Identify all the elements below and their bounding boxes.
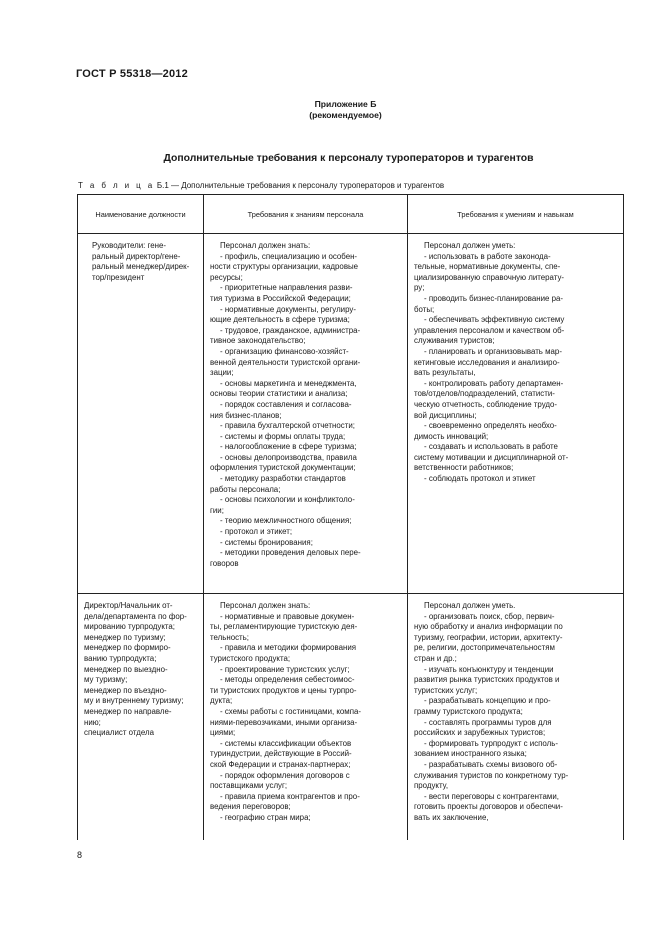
cell-line: - теорию межличностного общения; [220,516,352,526]
cell-line: менеджер по формиро- [84,643,171,653]
cell-line: - методики проведения деловых пере- [220,548,361,558]
table-caption-text: Б.1 — Дополнительные требования к персоналу туроператоров и турагентов [156,181,445,190]
cell-line: дукта; [210,696,233,706]
cell-line: - правила приема контрагентов и про- [220,791,360,801]
cell-line: зации; [210,368,234,378]
cell-line: ральный менеджер/дирек- [92,262,190,272]
cell-line: ре, религии, достопримечательностям [414,643,555,653]
cell-line: ющие деятельность в сфере туризма; [210,315,350,325]
position-cell [78,234,204,594]
cell-line: Персонал должен уметь. [424,601,516,610]
cell-line: - создавать и использовать в работе [424,442,558,452]
cell-line: стран и др.; [414,653,457,663]
cell-line: венной деятельности туристской органи- [210,357,361,367]
cell-line: оформления туристской документации; [210,463,356,473]
requirements-table [77,194,624,840]
page-number: 8 [77,850,83,860]
cell-line: ру; [414,283,425,293]
cell-line: - приоритетные направления разви- [220,283,353,293]
cell-line: ти туристских продуктов и цены турпро- [210,685,357,695]
cell-line: гии; [210,505,224,515]
cell-line: - нормативные и правовые докумен- [220,611,355,621]
cell-line: Персонал должен уметь: [424,241,516,250]
cell-line: циями; [210,728,236,738]
cell-line: зованием иностранного языка; [414,749,527,759]
cell-line: поставщиками услуг; [210,781,288,791]
main-title-text: Дополнительные требования к персоналу туроператоров и турагентов [163,153,534,164]
cell-line: циализированную справочную литерату- [414,272,565,282]
cell-line: туриндустрии, действующие в Россий- [210,749,352,759]
cell-line: служивания туристов по конкретному тур- [414,770,569,780]
cell-line: - изучать конъюнктуру и тенденции [424,664,554,674]
cell-line: Персонал должен знать: [220,241,311,250]
cell-line: менеджер по въездно- [84,685,167,695]
cell-line: туристского продукта; [210,653,291,663]
cell-line: развития рынка туристских продуктов и [414,675,560,685]
cell-line: - правила бухгалтерской отчетности; [220,421,355,431]
table-row [78,234,624,594]
cell-line: нию; [84,717,101,727]
cell-line: грамму туристского продукта; [414,706,523,716]
cell-line: му туризму; [84,675,128,685]
cell-line: тов/отделов/подразделений, статисти- [414,389,555,399]
cell-line: - организовать поиск, сбор, первич- [424,611,555,621]
cell-line: ниями-перевозчиками, иными организа- [210,717,358,727]
cell-line: туризму, географии, истории, архитекту- [414,632,563,642]
cell-line: - системы бронирования; [220,537,313,547]
knowledge-cell [204,234,408,594]
cell-line: - методы определения себестоимос- [220,675,355,685]
cell-line: мированию турпродукта; [84,622,175,632]
cell-line: - планировать и организовывать мар- [424,346,562,356]
cell-line: готовить проекты договоров и обеспечи- [414,802,563,812]
cell-line: - организацию финансово-хозяйст- [220,346,349,356]
cell-line: - контролировать работу департамен- [424,378,564,388]
cell-line: - своевременно определять необхо- [424,421,557,431]
cell-line: - методику разработки стандартов [220,474,346,484]
skills-cell [408,594,624,840]
cell-line: - порядок оформления договоров с [220,770,350,780]
cell-line: - правила и методики формирования [220,643,357,653]
position-cell [78,594,204,840]
cell-line: ресурсы; [210,272,243,282]
cell-line: основы теории статистики и анализа; [210,389,348,399]
cell-line: кетинговые исследования и анализиро- [414,357,560,367]
main-title [0,153,661,164]
cell-line: - формировать турпродукт с исполь- [424,738,558,748]
table-caption [78,181,444,190]
cell-line: Руководители: гене- [92,241,166,250]
cell-line: систему мотивации и дисциплинарной от- [414,452,569,462]
annex-title: Приложение Б [314,99,377,109]
cell-line: - вести переговоры с контрагентами, [424,791,559,801]
cell-line: димость инноваций; [414,431,489,441]
cell-line: продукту, [414,781,449,791]
cell-line: му и внутреннему туризму; [84,696,184,706]
cell-line: вать их заключение, [414,812,489,822]
annex-note: (рекомендуемое) [309,110,382,120]
cell-line: - основы маркетинга и менеджмента, [220,378,357,388]
cell-line: ную обработку и анализ информации по [414,622,563,632]
cell-line: - составлять программы туров для [424,717,552,727]
cell-line: ты, регламентирующие туристскую дея- [210,622,358,632]
cell-line: ведения переговоров; [210,802,291,812]
cell-line: - использовать в работе законода- [424,251,551,261]
cell-line: говоров [210,558,239,568]
cell-line: ческую отчетность, соблюдение трудо- [414,399,558,409]
cell-line: - обеспечивать эффективную систему [424,315,565,325]
cell-line: - проводить бизнес-планирование ра- [424,293,564,303]
cell-line: тивное законодательство; [210,336,306,346]
cell-line: ральный директор/гене- [92,251,181,261]
cell-line: специалист отдела [84,728,154,738]
cell-line: работы персонала; [210,484,281,494]
cell-line: ния бизнес-планов; [210,410,282,420]
cell-line: - схемы работы с гостиницами, компа- [220,706,362,716]
cell-line: - соблюдать протокол и этикет [424,474,536,484]
table-caption-prefix: Т а б л и ц а [78,181,155,190]
cell-line: - протокол и этикет; [220,527,293,537]
header-position: Наименование должности [78,195,204,234]
cell-line: ности структуры организации, кадровые [210,262,359,272]
table-row [78,594,624,840]
knowledge-cell [204,594,408,840]
cell-line: российских и зарубежных туристов; [414,728,546,738]
cell-line: - географию стран мира; [220,812,311,822]
cell-line: - порядок составления и согласова- [220,399,352,409]
annex-heading [0,99,661,121]
cell-line: - разрабатывать концепцию и про- [424,696,551,706]
cell-line: ской Федерации и странах-партнерах; [210,759,351,769]
cell-line: - профиль, специализацию и особен- [220,251,358,261]
skills-cell [408,234,624,594]
header-knowledge: Требования к знаниям персонала [204,195,408,234]
cell-line: тия туризма в Российской Федерации; [210,293,351,303]
table-header-row [78,195,624,234]
cell-line: - основы психологии и конфликтоло- [220,495,355,505]
cell-line: управления персоналом и качеством об- [414,325,565,335]
cell-line: - налогообложение в сфере туризма; [220,442,357,452]
cell-line: - нормативные документы, регулиру- [220,304,356,314]
cell-line: менеджер по направле- [84,706,172,716]
cell-line: вать результаты, [414,368,476,378]
cell-line: ванию турпродукта; [84,653,157,663]
cell-line: менеджер по туризму; [84,632,166,642]
cell-line: - основы делопроизводства, правила [220,452,357,462]
cell-line: тельные, нормативные документы, спе- [414,262,561,272]
cell-line: Персонал должен знать: [220,601,311,610]
cell-line: тор/президент [92,272,145,282]
document-code: ГОСТ Р 55318—2012 [76,68,188,80]
cell-line: вой дисциплины; [414,410,477,420]
cell-line: туристских услуг; [414,685,478,695]
cell-line: Директор/Начальник от- [84,601,173,610]
cell-line: дела/департамента по фор- [84,611,187,621]
cell-line: - проектирование туристских услуг; [220,664,350,674]
cell-line: - системы классификации объектов [220,738,352,748]
cell-line: ветственности работников; [414,463,514,473]
cell-line: менеджер по выездно- [84,664,168,674]
cell-line: тельность; [210,632,249,642]
cell-line: - системы и формы оплаты труда; [220,431,346,441]
cell-line: - трудовое, гражданское, администра- [220,325,361,335]
header-skills: Требования к умениям и навыкам [408,195,624,234]
cell-line: боты; [414,304,435,314]
cell-line: служивания туристов; [414,336,495,346]
cell-line: - разрабатывать схемы визового об- [424,759,558,769]
